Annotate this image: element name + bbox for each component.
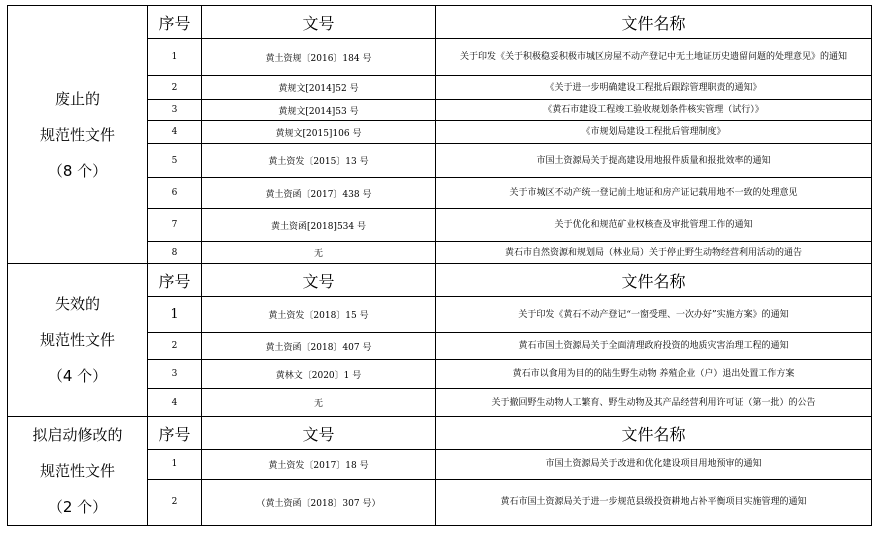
group-header-row [8,264,872,297]
seq-cell: 2 [148,76,202,100]
seq-cell: 4 [148,389,202,417]
seq-cell: 1 [148,450,202,479]
seq-cell: 1 [148,39,202,76]
wenhao-header: 文号 [202,417,436,450]
name-cell: 黄石市国土资源局关于全面清理政府投资的地质灾害治理工程的通知 [436,333,872,360]
name-cell: 市国土资源局关于提高建设用地报件质量和报批效率的通知 [436,144,872,178]
wenhao-cell: （黄土资函〔2018〕307 号） [202,479,436,525]
category-line: 规范性文件 [39,125,115,144]
wenhao-cell: 黄规文[2014]53 号 [202,100,436,121]
wenhao-cell: 无 [202,389,436,417]
group-header-row [8,417,872,450]
name-cell: 关于印发《关于积极稳妥积极市城区房屋不动产登记中无土地证历史遗留问题的处理意见》的通知 [436,39,872,76]
regulatory-documents-table [7,5,872,526]
wenhao-cell: 黄土资函〔2017〕438 号 [202,178,436,209]
wenhao-cell: 黄规文[2015]106 号 [202,121,436,144]
name-cell: 市国土资源局关于改进和优化建设项目用地预审的通知 [436,450,872,479]
category-cell-to-revise [8,417,148,526]
seq-cell: 2 [148,333,202,360]
category-cell-invalid [8,264,148,417]
wenhao-header: 文号 [202,6,436,39]
seq-header: 序号 [148,417,202,450]
category-line: 拟启动修改的 [32,426,123,444]
seq-cell: 6 [148,178,202,209]
name-cell: 关于优化和规范矿业权核查及审批管理工作的通知 [436,209,872,242]
name-cell: 关于市城区不动产统一登记前土地证和房产证记载用地不一致的处理意见 [436,178,872,209]
name-header: 文件名称 [436,6,872,39]
name-cell: 黄石市国土资源局关于进一步规范县级投资耕地占补平衡项目实施管理的通知 [436,479,872,525]
wenhao-cell: 黄土资函〔2018〕407 号 [202,333,436,360]
seq-cell: 3 [148,360,202,389]
wenhao-cell: 无 [202,242,436,264]
name-cell: 《市规划局建设工程批后管理制度》 [436,121,872,144]
category-line: 规范性文件 [39,462,115,480]
name-header: 文件名称 [436,417,872,450]
wenhao-cell: 黄土资发〔2018〕15 号 [202,297,436,333]
seq-cell: 2 [148,479,202,525]
wenhao-cell: 黄土资规〔2016〕184 号 [202,39,436,76]
wenhao-header: 文号 [202,264,436,297]
name-cell: 《关于进一步明确建设工程批后跟踪管理职责的通知》 [436,76,872,100]
wenhao-cell: 黄土资函[2018]534 号 [202,209,436,242]
name-cell: 关于撤回野生动物人工繁育、野生动物及其产品经营利用许可证（第一批）的公告 [436,389,872,417]
category-line: （8 个） [47,161,108,180]
name-cell: 关于印发《黄石不动产登记“一窗受理、一次办好”实施方案》的通知 [436,297,872,333]
seq-cell: 1 [148,297,202,333]
seq-cell: 8 [148,242,202,264]
category-line: 废止的 [54,89,100,108]
category-line: 失效的 [54,295,100,313]
seq-header: 序号 [148,6,202,39]
category-line: 规范性文件 [39,331,115,349]
seq-header: 序号 [148,264,202,297]
seq-cell: 7 [148,209,202,242]
seq-cell: 5 [148,144,202,178]
category-line: （4 个） [47,367,108,385]
seq-cell: 4 [148,121,202,144]
name-cell: 《黄石市建设工程竣工验收规划条件核实管理（试行）》 [436,100,872,121]
name-cell: 黄石市自然资源和规划局（林业局）关于停止野生动物经营利用活动的通告 [436,242,872,264]
wenhao-cell: 黄土资发〔2015〕13 号 [202,144,436,178]
group-header-row [8,6,872,39]
name-header: 文件名称 [436,264,872,297]
category-cell-abolished [8,6,148,264]
wenhao-cell: 黄土资发〔2017〕18 号 [202,450,436,479]
wenhao-cell: 黄林文〔2020〕1 号 [202,360,436,389]
wenhao-cell: 黄规文[2014]52 号 [202,76,436,100]
category-line: （2 个） [47,498,108,516]
seq-cell: 3 [148,100,202,121]
name-cell: 黄石市以食用为目的的陆生野生动物 养殖企业（户）退出处置工作方案 [436,360,872,389]
